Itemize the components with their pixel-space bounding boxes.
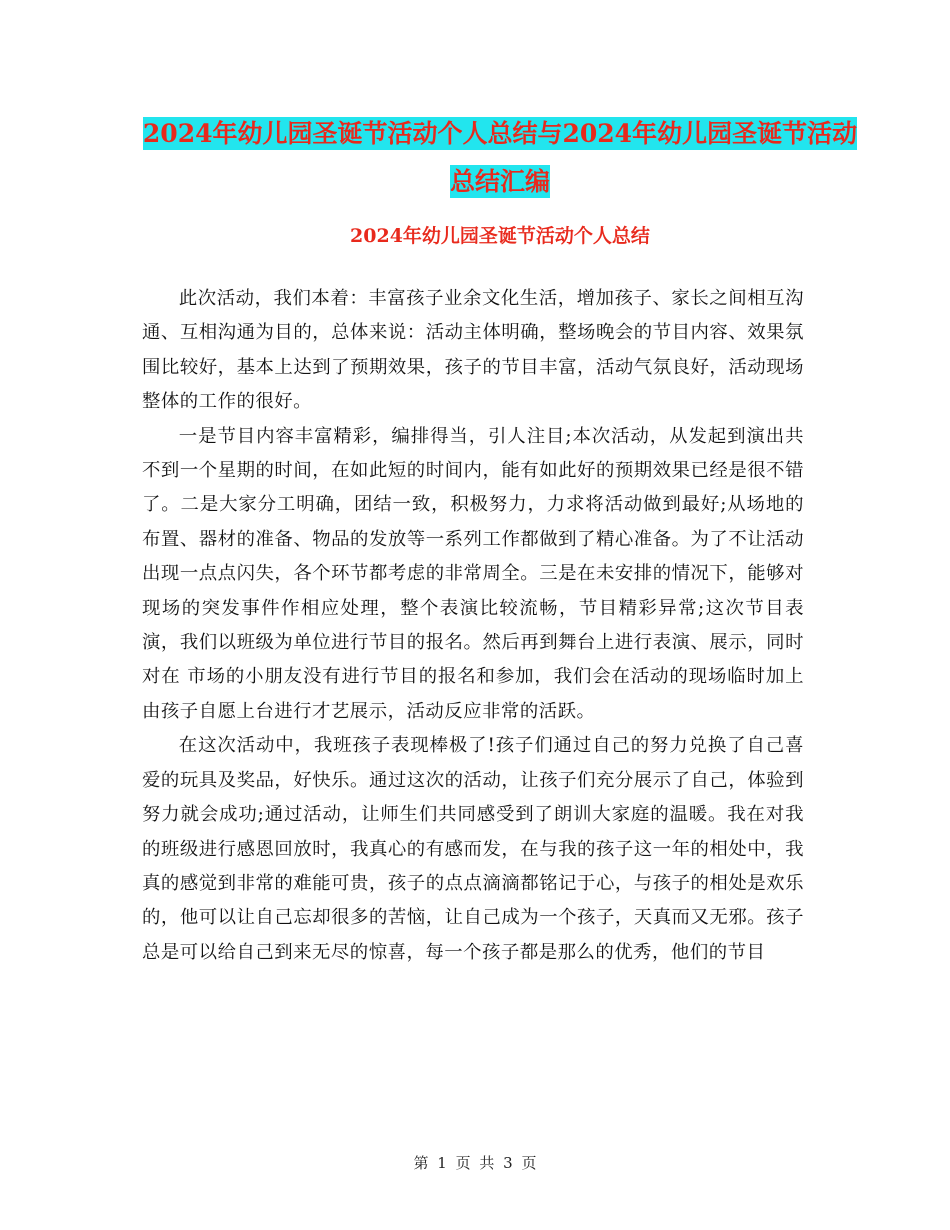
document-body — [142, 282, 804, 970]
section-title: 2024年幼儿园圣诞节活动个人总结 — [350, 225, 650, 247]
paragraph: 在这次活动中，我班孩子表现棒极了!孩子们通过自己的努力兑换了自己喜爱的玩具及奖品，好快乐。通过这次的活动，让孩子们充分展示了自己，体验到努力就会成功;通过活动，让师生们共同感受到了朗训大家庭的温暖。我在对我的班级进行感恩回放时，我真心的有感而发，在与我的孩子这一年的相处中，我真的感觉到非常的难能可贵，孩子的点点滴滴都铭记于心，与孩子的相处是欢乐的，他可以让自己忘却很多的苦恼，让自己成为一个孩子，天真而又无邪。孩子总是可以给自己到来无尽的惊喜，每一个孩子都是那么的优秀，他们的节目 — [142, 735, 804, 963]
title-highlight: 2024年幼儿园圣诞节活动个人总结与2024年幼儿园圣诞节活动总结汇编 — [142, 119, 858, 196]
paragraph: 一是节目内容丰富精彩，编排得当，引人注目;本次活动，从发起到演出共不到一个星期的时间，在如此短的时间内，能有如此好的预期效果已经是很不错了。二是大家分工明确，团结一致，积极努力，力求将活动做到最好;从场地的布置、器材的准备、物品的发放等一系列工作都做到了精心准备。为了不让活动出现一点点闪失，各个环节都考虑的非常周全。三是在未安排的情况下，能够对现场的突发事件作相应处理，整个表演比较流畅，节目精彩异常;这次节目表演，我们以班级为单位进行节目的报名。然后再到舞台上进行表演、展示，同时对在 市场的小朋友没有进行节目的报名和参加，我们会在活动的现场临时加上由孩子自愿上台进行才艺展示，活动反应非常的活跃。 — [142, 425, 804, 722]
page-footer: 第 1 页 共 3 页 — [413, 1154, 537, 1172]
paragraph: 此次活动，我们本着：丰富孩子业余文化生活，增加孩子、家长之间相互沟通、互相沟通为目的，总体来说：活动主体明确，整场晚会的节目内容、效果氛围比较好，基本上达到了预期效果，孩子的节目丰富，活动气氛良好，活动现场整体的工作的很好。 — [142, 288, 804, 413]
document-title — [140, 110, 860, 206]
